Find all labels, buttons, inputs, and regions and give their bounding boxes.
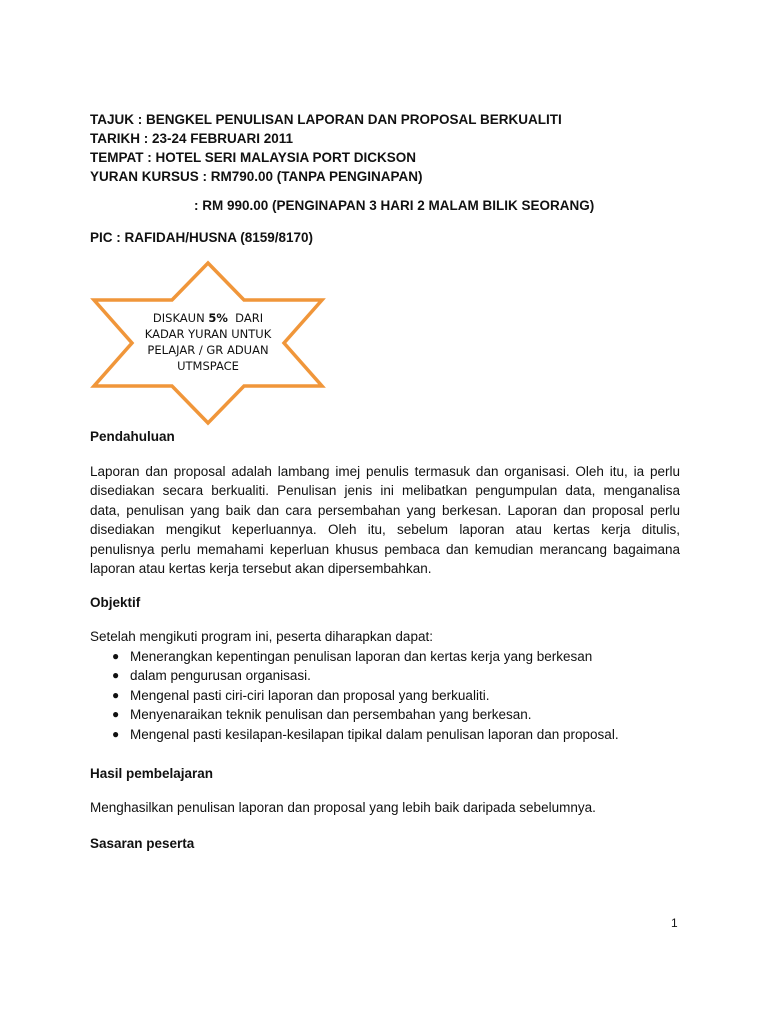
paragraph-line: laporan atau kertas kerja tersebut akan dipersembahkan.: [90, 561, 432, 577]
venue-line: TEMPAT : HOTEL SERI MALAYSIA PORT DICKSON: [90, 150, 417, 165]
discount-star-badge: [90, 260, 326, 426]
objektif-heading: Objektif: [90, 595, 141, 610]
list-item-text: Menerangkan kepentingan penulisan laporan dan kertas kerja yang berkesan: [130, 649, 593, 664]
list-item-text: Mengenal pasti kesilapan-kesilapan tipikal dalam penulisan laporan dan proposal.: [130, 726, 619, 742]
bullet-icon: ●: [112, 649, 120, 663]
bullet-icon: ●: [112, 687, 120, 702]
discount-line-3: PELAJAR / GR ADUAN: [147, 343, 269, 357]
bullet-icon: ●: [112, 707, 120, 722]
list-item-text: Menyenaraikan teknik penulisan dan persembahan yang berkesan.: [130, 707, 532, 723]
discount-dari: DARI: [227, 311, 264, 325]
bullet-icon: ●: [112, 726, 120, 741]
list-item: [90, 686, 690, 705]
date-line: TARIKH : 23-24 FEBRUARI 2011: [90, 131, 294, 146]
discount-text: [90, 310, 326, 374]
bullet-icon: ●: [112, 668, 120, 683]
fee-accommodation-line: : RM 990.00 (PENGINAPAN 3 HARI 2 MALAM BILIK SEORANG): [194, 198, 595, 213]
pendahuluan-heading: Pendahuluan: [90, 429, 175, 444]
list-item: [90, 705, 690, 724]
discount-line-2: KADAR YURAN UNTUK: [144, 327, 272, 341]
discount-line-4: UTMSPACE: [177, 359, 239, 373]
pendahuluan-paragraph: [90, 462, 680, 578]
hasil-heading: Hasil pembelajaran: [90, 766, 214, 781]
sasaran-heading: Sasaran peserta: [90, 836, 195, 851]
objektif-list: [90, 647, 690, 744]
list-item-text: dalam pengurusan organisasi.: [130, 668, 311, 684]
page-number: 1: [671, 916, 678, 930]
list-item: [90, 725, 690, 744]
hasil-text: Menghasilkan penulisan laporan dan proposal yang lebih baik daripada sebelumnya.: [90, 800, 596, 815]
paragraph-line: Laporan dan proposal adalah lambang imej penulis termasuk dan organisasi. Oleh itu, ia perlu: [90, 464, 680, 479]
fee-line: YURAN KURSUS : RM790.00 (TANPA PENGINAPAN): [90, 169, 423, 184]
list-item: [90, 647, 690, 666]
list-item-text: Mengenal pasti ciri-ciri laporan dan proposal yang berkualiti.: [130, 687, 490, 703]
paragraph-line: penulisnya perlu memahami keperluan khusus pembaca dan kemudian merancang bagaimana: [90, 541, 680, 557]
paragraph-line: disediakan secara berkualiti. Penulisan jenis ini melibatkan pengumpulan data, menganalisa: [90, 483, 680, 499]
paragraph-line: disediakan mengikut keperluannya. Oleh itu, sebelum laporan atau kertas kerja ditulis,: [90, 522, 680, 538]
title-line: TAJUK : BENGKEL PENULISAN LAPORAN DAN PROPOSAL BERKUALITI: [90, 112, 562, 127]
list-item: [90, 666, 690, 685]
objektif-intro: Setelah mengikuti program ini, peserta diharapkan dapat:: [90, 629, 433, 644]
paragraph-line: data, penulisan yang baik dan cara persembahan yang berkesan. Laporan dan proposal perlu: [90, 502, 680, 518]
pic-line: PIC : RAFIDAH/HUSNA (8159/8170): [90, 230, 314, 245]
discount-percent: 5%: [208, 311, 228, 325]
discount-word: DISKAUN: [152, 311, 209, 325]
